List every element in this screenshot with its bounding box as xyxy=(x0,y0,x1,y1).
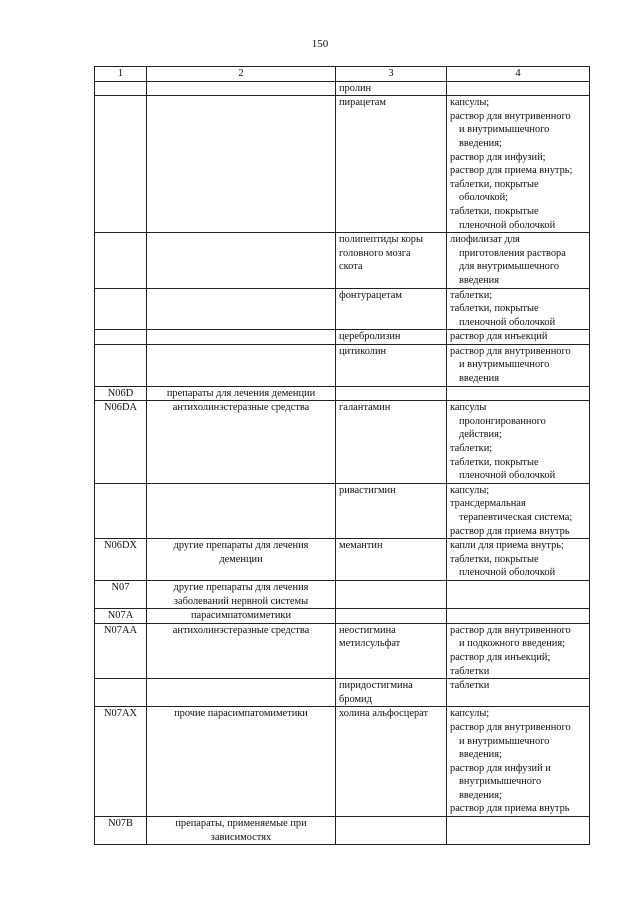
dosage-forms-cell xyxy=(447,81,590,96)
header-cell-4: 4 xyxy=(447,67,590,82)
dosage-forms-cell xyxy=(447,344,590,386)
table-header-row xyxy=(95,67,590,82)
atc-code-cell: N06DX xyxy=(95,539,147,581)
dosage-forms-cell-line: таблетки, покрытые xyxy=(450,456,539,468)
atc-group-cell xyxy=(147,580,336,608)
dosage-forms-cell-line: раствор для приема внутрь xyxy=(450,525,570,537)
dosage-forms-cell-line: капсулы; xyxy=(450,97,490,109)
drug-name-cell xyxy=(336,330,447,345)
dosage-forms-cell-line: раствор для внутривенного xyxy=(450,110,571,122)
table-row xyxy=(95,539,590,581)
atc-code-cell: N07 xyxy=(95,580,147,608)
drug-name-cell-line: полипептиды коры xyxy=(339,234,423,246)
atc-code-cell xyxy=(95,330,147,345)
atc-code-cell xyxy=(95,288,147,330)
table-row xyxy=(95,233,590,288)
header-cell-2: 2 xyxy=(147,67,336,82)
dosage-forms-cell-line: таблетки xyxy=(450,680,490,692)
dosage-forms-cell-line: терапевтическая система; xyxy=(459,512,573,523)
atc-code-cell: N07A xyxy=(95,609,147,624)
atc-group-cell xyxy=(147,817,336,845)
drug-name-cell-line: цитиколин xyxy=(339,345,387,357)
atc-code-cell: N06D xyxy=(95,386,147,401)
atc-group-cell xyxy=(147,233,336,288)
atc-group-cell xyxy=(147,288,336,330)
atc-group-cell-line: антихолинэстеразные средства xyxy=(172,624,310,636)
atc-group-cell xyxy=(147,330,336,345)
atc-group-cell xyxy=(147,96,336,233)
drug-name-cell xyxy=(336,609,447,624)
table-row xyxy=(95,609,590,624)
atc-code-cell xyxy=(95,233,147,288)
atc-group-cell xyxy=(147,483,336,538)
atc-group-cell-line: другие препараты для лечения xyxy=(173,540,309,552)
table-row xyxy=(95,386,590,401)
dosage-forms-cell xyxy=(447,707,590,817)
atc-group-cell xyxy=(147,609,336,624)
dosage-forms-cell xyxy=(447,330,590,345)
dosage-forms-cell xyxy=(447,817,590,845)
dosage-forms-cell-line: для внутримышечного xyxy=(459,261,560,273)
table-row xyxy=(95,679,590,707)
drug-name-cell-line: головного мозга xyxy=(339,247,411,259)
atc-group-cell xyxy=(147,679,336,707)
dosage-forms-cell xyxy=(447,96,590,233)
atc-group-cell-line: препараты для лечения деменции xyxy=(166,387,316,399)
dosage-forms-cell-line: таблетки, покрытые xyxy=(450,178,539,190)
dosage-forms-cell xyxy=(447,386,590,401)
atc-group-cell-line: препараты, применяемые при xyxy=(175,818,307,830)
drug-name-cell xyxy=(336,288,447,330)
dosage-forms-cell-line: раствор для инфузий и xyxy=(450,762,551,774)
dosage-forms-cell xyxy=(447,609,590,624)
drug-name-cell xyxy=(336,401,447,484)
dosage-forms-cell-line: капсулы xyxy=(450,402,487,414)
table-row xyxy=(95,344,590,386)
table-row xyxy=(95,707,590,817)
table-body xyxy=(95,67,590,845)
atc-group-cell-line: прочие парасимпатомиметики xyxy=(174,708,308,720)
dosage-forms-cell-line: раствор для внутривенного xyxy=(450,345,571,357)
table-row xyxy=(95,401,590,484)
dosage-forms-cell-line: введения; xyxy=(459,789,502,801)
atc-group-cell-line: заболеваний нервной системы xyxy=(173,595,309,607)
dosage-forms-cell xyxy=(447,580,590,608)
dosage-forms-cell-line: капли для приема внутрь; xyxy=(450,540,564,552)
atc-group-cell-line: антихолинэстеразные средства xyxy=(172,402,310,414)
table-row xyxy=(95,817,590,845)
atc-group-cell xyxy=(147,344,336,386)
dosage-forms-cell-line: пленочной оболочкой xyxy=(459,316,556,328)
dosage-forms-cell xyxy=(447,401,590,484)
header-cell-3: 3 xyxy=(336,67,447,82)
atc-code-cell xyxy=(95,679,147,707)
dosage-forms-cell-line: капсулы; xyxy=(450,484,490,496)
dosage-forms-cell xyxy=(447,679,590,707)
atc-group-cell-line: деменции xyxy=(219,553,263,565)
atc-code-cell: N06DA xyxy=(95,401,147,484)
table-row xyxy=(95,288,590,330)
drug-name-cell xyxy=(336,344,447,386)
dosage-forms-cell-line: оболочкой; xyxy=(459,192,509,204)
dosage-forms-cell-line: действия; xyxy=(459,429,502,441)
dosage-forms-cell-line: таблетки, покрытые xyxy=(450,205,539,217)
drug-table xyxy=(94,66,590,845)
atc-code-cell xyxy=(95,344,147,386)
dosage-forms-cell-line: приготовления раствора xyxy=(459,247,566,259)
dosage-forms-cell-line: таблетки; xyxy=(450,443,493,455)
drug-name-cell-line: неостигмина xyxy=(339,624,396,636)
atc-code-cell: N07AX xyxy=(95,707,147,817)
dosage-forms-cell xyxy=(447,623,590,678)
dosage-forms-cell-line: таблетки, покрытые xyxy=(450,303,539,315)
dosage-forms-cell-line: введения xyxy=(459,373,500,385)
dosage-forms-cell-line: таблетки; xyxy=(450,289,493,301)
dosage-forms-cell-line: пленочной оболочкой xyxy=(459,470,556,482)
drug-name-cell-line: пирацетам xyxy=(339,97,386,109)
atc-code-cell xyxy=(95,483,147,538)
table-row xyxy=(95,330,590,345)
drug-name-cell xyxy=(336,580,447,608)
drug-name-cell xyxy=(336,81,447,96)
dosage-forms-cell-line: раствор для инъекций; xyxy=(450,651,551,663)
dosage-forms-cell-line: и внутримышечного xyxy=(459,124,550,136)
dosage-forms-cell xyxy=(447,483,590,538)
drug-name-cell xyxy=(336,623,447,678)
atc-group-cell-line: парасимпатомиметики xyxy=(190,610,292,622)
dosage-forms-cell-line: трансдермальная xyxy=(450,498,526,510)
drug-name-cell xyxy=(336,707,447,817)
atc-group-cell xyxy=(147,623,336,678)
dosage-forms-cell-line: раствор для приема внутрь xyxy=(450,803,570,815)
drug-name-cell-line: скота xyxy=(339,261,363,273)
atc-code-cell: N07B xyxy=(95,817,147,845)
dosage-forms-cell-line: внутримышечного xyxy=(459,776,542,788)
atc-group-cell xyxy=(147,539,336,581)
drug-name-cell-line: галантамин xyxy=(339,402,391,414)
drug-name-cell-line: холина альфосцерат xyxy=(339,708,429,720)
drug-name-cell xyxy=(336,817,447,845)
dosage-forms-cell-line: введения xyxy=(459,274,500,286)
dosage-forms-cell xyxy=(447,233,590,288)
drug-name-cell xyxy=(336,386,447,401)
drug-name-cell-line: пролин xyxy=(339,82,372,94)
dosage-forms-cell-line: раствор для приема внутрь; xyxy=(450,165,573,177)
drug-name-cell xyxy=(336,483,447,538)
dosage-forms-cell-line: раствор для инфузий; xyxy=(450,151,546,163)
dosage-forms-cell-line: и внутримышечного xyxy=(459,359,550,371)
dosage-forms-cell-line: лиофилизат для xyxy=(450,234,520,246)
table-row xyxy=(95,483,590,538)
atc-code-cell xyxy=(95,96,147,233)
atc-group-cell xyxy=(147,81,336,96)
table-row xyxy=(95,580,590,608)
dosage-forms-cell-line: раствор для внутривенного xyxy=(450,721,571,733)
dosage-forms-cell-line: таблетки xyxy=(450,665,490,677)
drug-name-cell-line: пиридостигмина xyxy=(339,680,413,692)
atc-group-cell-line: другие препараты для лечения xyxy=(173,581,309,593)
dosage-forms-cell-line: таблетки, покрытые xyxy=(450,553,539,565)
dosage-forms-cell-line: введения; xyxy=(459,749,502,761)
dosage-forms-cell xyxy=(447,539,590,581)
table-row xyxy=(95,623,590,678)
drug-name-cell-line: церебролизин xyxy=(339,331,401,343)
header-cell-1: 1 xyxy=(95,67,147,82)
table-row xyxy=(95,81,590,96)
dosage-forms-cell-line: раствор для внутривенного xyxy=(450,624,571,636)
page-number: 150 xyxy=(311,38,329,50)
dosage-forms-cell-line: пролонгированного xyxy=(459,415,546,427)
drug-name-cell xyxy=(336,233,447,288)
dosage-forms-cell-line: и внутримышечного xyxy=(459,735,550,747)
drug-name-cell-line: ривастигмин xyxy=(339,484,396,496)
drug-name-cell xyxy=(336,539,447,581)
dosage-forms-cell-line: введения; xyxy=(459,137,502,149)
drug-name-cell-line: мемантин xyxy=(339,540,383,552)
atc-group-cell xyxy=(147,401,336,484)
dosage-forms-cell-line: раствор для инъекций xyxy=(450,331,548,343)
dosage-forms-cell-line: капсулы; xyxy=(450,708,490,720)
atc-code-cell xyxy=(95,81,147,96)
table-row xyxy=(95,96,590,233)
drug-name-cell xyxy=(336,96,447,233)
dosage-forms-cell xyxy=(447,288,590,330)
atc-group-cell xyxy=(147,707,336,817)
dosage-forms-cell-line: и подкожного введения; xyxy=(459,638,566,650)
dosage-forms-cell-line: пленочной оболочкой xyxy=(459,219,556,231)
atc-group-cell xyxy=(147,386,336,401)
atc-code-cell: N07AA xyxy=(95,623,147,678)
drug-name-cell-line: бромид xyxy=(339,693,372,705)
dosage-forms-cell-line: пленочной оболочкой xyxy=(459,567,556,579)
drug-name-cell xyxy=(336,679,447,707)
drug-name-cell-line: фонтурацетам xyxy=(339,289,402,301)
atc-group-cell-line: зависимостях xyxy=(210,831,272,843)
drug-name-cell-line: метилсульфат xyxy=(339,638,401,650)
